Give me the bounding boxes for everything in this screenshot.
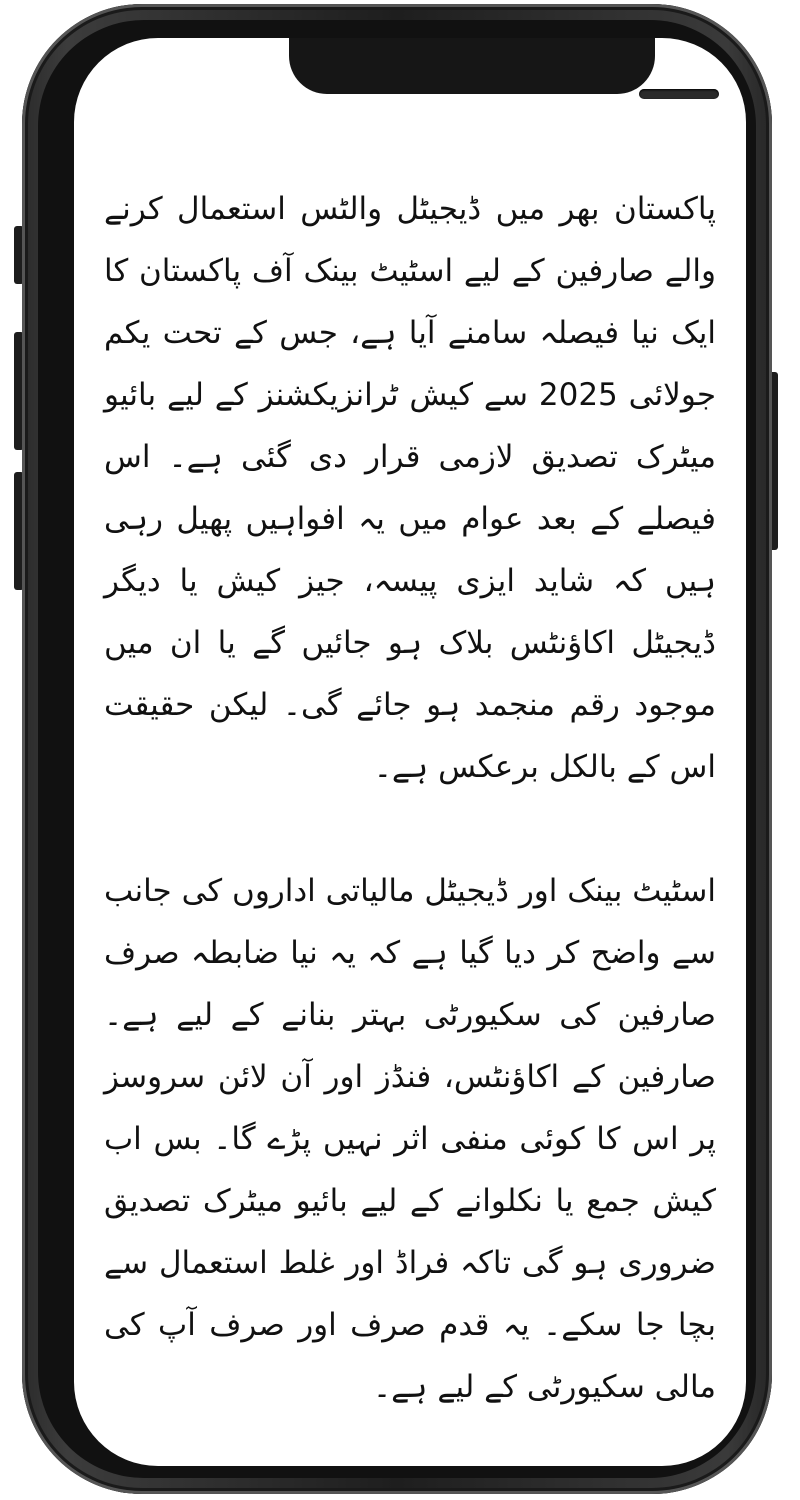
article-paragraph: اسٹیٹ بینک اور ڈیجیٹل مالیاتی اداروں کی جانب سے واضح کر دیا گیا ہے کہ یہ نیا ضابطہ صرف صارفین کی سکیورٹی بہتر بنانے کے لیے ہے۔ صارفین کے اکاؤنٹس، فنڈز اور آن لائن سروسز پر اس کا کوئی منفی اثر نہیں پڑے گا۔ بس اب کیش جمع یا نکلوانے کے لیے بائیو میٹرک تصدیق ضروری ہو گی تاکہ فراڈ اور غلط استعمال سے بچا جا سکے۔ یہ قدم صرف اور صرف آپ کی مالی سکیورٹی کے لیے ہے۔ (104, 873, 716, 1405)
phone-screen (74, 38, 746, 1466)
notch (289, 38, 655, 94)
speaker-grille (639, 89, 719, 99)
article-body (104, 178, 716, 1418)
phone-frame (22, 4, 772, 1494)
article-paragraph: پاکستان بھر میں ڈیجیٹل والٹس استعمال کرنے والے صارفین کے لیے اسٹیٹ بینک آف پاکستان کا ایک نیا فیصلہ سامنے آیا ہے، جس کے تحت یکم جولائی 2025 سے کیش ٹرانزیکشنز کے لیے بائیو میٹرک تصدیق لازمی قرار دی گئی ہے۔ اس فیصلے کے بعد عوام میں یہ افواہیں پھیل رہی ہیں کہ شاید ایزی پیسہ، جیز کیش یا دیگر ڈیجیٹل اکاؤنٹس بلاک ہو جائیں گے یا ان میں موجود رقم منجمد ہو جائے گی۔ لیکن حقیقت اس کے بالکل برعکس ہے۔ (104, 191, 716, 785)
